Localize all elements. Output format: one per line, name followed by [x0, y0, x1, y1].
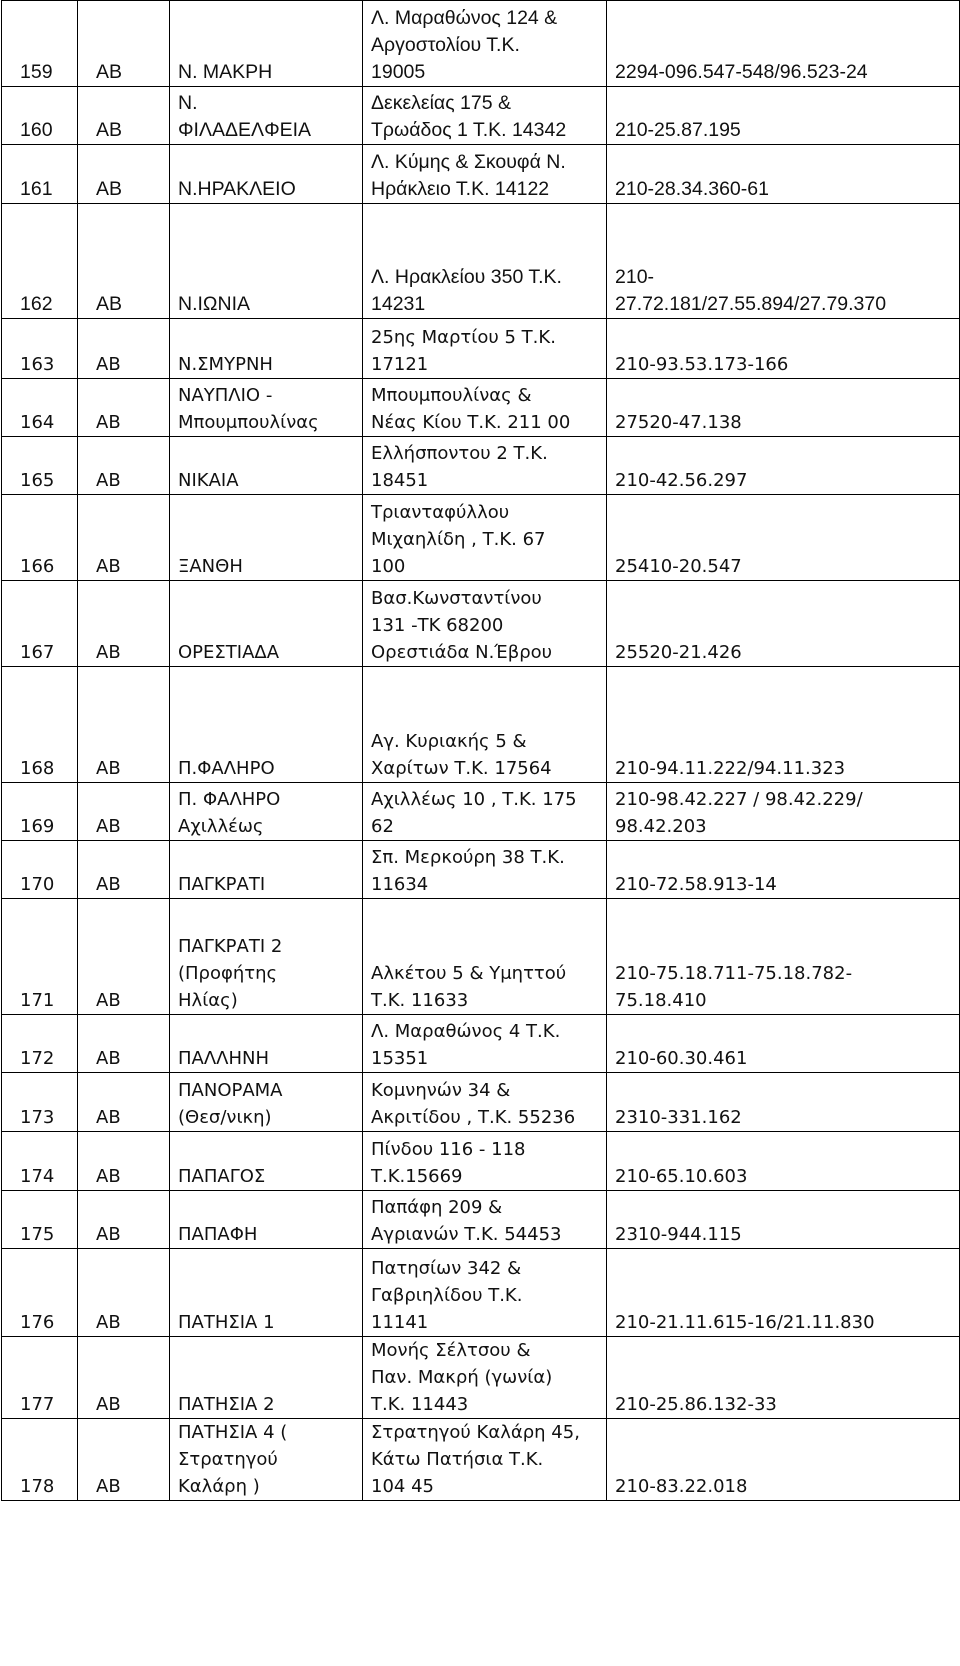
table-row — [2, 1249, 960, 1337]
row-address: Λ. Μαραθώνος 124 & Αργοστολίου Τ.Κ. 19005 — [363, 1, 607, 87]
table-row — [2, 1, 960, 87]
row-number: 170 — [2, 841, 78, 899]
store-directory-table — [1, 0, 960, 1501]
row-address: Παπάφη 209 & Αγριανών Τ.Κ. 54453 — [363, 1191, 607, 1249]
row-area: ΠΑΠΑΓΟΣ — [170, 1132, 363, 1191]
row-number: 172 — [2, 1015, 78, 1073]
row-number: 171 — [2, 899, 78, 1015]
row-address: Αλκέτου 5 & Υμηττού Τ.Κ. 11633 — [363, 899, 607, 1015]
row-area: ΞΑΝΘΗ — [170, 495, 363, 581]
table-row — [2, 1015, 960, 1073]
row-number: 178 — [2, 1419, 78, 1501]
row-phone: 25410-20.547 — [607, 495, 960, 581]
row-phone: 2310-944.115 — [607, 1191, 960, 1249]
row-address: Μπουμπουλίνας & Νέας Κίου Τ.Κ. 211 00 — [363, 379, 607, 437]
table-body — [2, 1, 960, 1501]
row-area: ΝΙΚΑΙΑ — [170, 437, 363, 495]
row-area: ΟΡΕΣΤΙΑΔΑ — [170, 581, 363, 667]
row-number: 161 — [2, 145, 78, 204]
row-code: ΑΒ — [78, 581, 170, 667]
row-area: ΠΑΝΟΡΑΜΑ (Θεσ/νικη) — [170, 1073, 363, 1132]
row-number: 163 — [2, 319, 78, 379]
row-phone: 27520-47.138 — [607, 379, 960, 437]
row-area: Ν.ΣΜΥΡΝΗ — [170, 319, 363, 379]
row-number: 162 — [2, 204, 78, 319]
row-code: ΑΒ — [78, 1132, 170, 1191]
row-code: ΑΒ — [78, 1, 170, 87]
row-code: ΑΒ — [78, 841, 170, 899]
row-number: 166 — [2, 495, 78, 581]
table-row — [2, 841, 960, 899]
row-code: ΑΒ — [78, 1419, 170, 1501]
row-area: ΝΑΥΠΛΙΟ - Μπουμπουλίνας — [170, 379, 363, 437]
row-area: Π.ΦΑΛΗΡΟ — [170, 667, 363, 783]
row-number: 174 — [2, 1132, 78, 1191]
row-phone: 210-60.30.461 — [607, 1015, 960, 1073]
row-address: Ελλήσποντου 2 Τ.Κ. 18451 — [363, 437, 607, 495]
row-code: ΑΒ — [78, 899, 170, 1015]
table-row — [2, 319, 960, 379]
row-code: ΑΒ — [78, 319, 170, 379]
table-row — [2, 87, 960, 145]
row-code: ΑΒ — [78, 783, 170, 841]
row-address: 25ης Μαρτίου 5 Τ.Κ. 17121 — [363, 319, 607, 379]
row-address: Λ. Κύμης & Σκουφά Ν. Ηράκλειο Τ.Κ. 14122 — [363, 145, 607, 204]
table-row — [2, 1191, 960, 1249]
row-address: Δεκελείας 175 & Τρωάδος 1 Τ.Κ. 14342 — [363, 87, 607, 145]
row-code: ΑΒ — [78, 145, 170, 204]
row-area: ΠΑΠΑΦΗ — [170, 1191, 363, 1249]
row-phone: 210-98.42.227 / 98.42.229/ 98.42.203 — [607, 783, 960, 841]
row-address: Βασ.Κωνσταντίνου 131 -ΤΚ 68200 Ορεστιάδα Ν.Έβρου — [363, 581, 607, 667]
row-area: ΠΑΓΚΡΑΤΙ — [170, 841, 363, 899]
row-phone: 210-25.87.195 — [607, 87, 960, 145]
row-area: Ν.ΙΩΝΙΑ — [170, 204, 363, 319]
row-number: 164 — [2, 379, 78, 437]
row-number: 165 — [2, 437, 78, 495]
row-phone: 210-94.11.222/94.11.323 — [607, 667, 960, 783]
row-area: ΠΑΓΚΡΑΤΙ 2 (Προφήτης Ηλίας) — [170, 899, 363, 1015]
table-row — [2, 783, 960, 841]
row-area: Ν.ΗΡΑΚΛΕΙΟ — [170, 145, 363, 204]
row-area: Π. ΦΑΛΗΡΟ Αχιλλέως — [170, 783, 363, 841]
row-code: ΑΒ — [78, 495, 170, 581]
row-number: 169 — [2, 783, 78, 841]
row-area: ΠΑΤΗΣΙΑ 1 — [170, 1249, 363, 1337]
row-phone: 210-25.86.132-33 — [607, 1337, 960, 1419]
table-row — [2, 1132, 960, 1191]
row-phone: 210- 27.72.181/27.55.894/27.79.370 — [607, 204, 960, 319]
row-phone: 210-93.53.173-166 — [607, 319, 960, 379]
row-code: ΑΒ — [78, 1191, 170, 1249]
row-address: Πίνδου 116 - 118 Τ.Κ.15669 — [363, 1132, 607, 1191]
row-code: ΑΒ — [78, 87, 170, 145]
row-number: 175 — [2, 1191, 78, 1249]
row-address: Μονής Σέλτσου & Παν. Μακρή (γωνία) Τ.Κ. 11443 — [363, 1337, 607, 1419]
row-phone: 210-42.56.297 — [607, 437, 960, 495]
row-code: ΑΒ — [78, 667, 170, 783]
row-number: 176 — [2, 1249, 78, 1337]
row-code: ΑΒ — [78, 204, 170, 319]
row-code: ΑΒ — [78, 1337, 170, 1419]
row-address: Κομνηνών 34 & Ακριτίδου , Τ.Κ. 55236 — [363, 1073, 607, 1132]
row-phone: 2310-331.162 — [607, 1073, 960, 1132]
row-area: ΠΑΛΛΗΝΗ — [170, 1015, 363, 1073]
table-row — [2, 379, 960, 437]
row-phone: 210-75.18.711-75.18.782- 75.18.410 — [607, 899, 960, 1015]
row-number: 177 — [2, 1337, 78, 1419]
row-phone: 2294-096.547-548/96.523-24 — [607, 1, 960, 87]
row-address: Αχιλλέως 10 , Τ.Κ. 175 62 — [363, 783, 607, 841]
row-phone: 210-72.58.913-14 — [607, 841, 960, 899]
row-phone: 210-83.22.018 — [607, 1419, 960, 1501]
row-address: Λ. Ηρακλείου 350 Τ.Κ. 14231 — [363, 204, 607, 319]
row-phone: 25520-21.426 — [607, 581, 960, 667]
row-address: Σπ. Μερκούρη 38 Τ.Κ. 11634 — [363, 841, 607, 899]
row-address: Τριανταφύλλου Μιχαηλίδη , Τ.Κ. 67 100 — [363, 495, 607, 581]
row-code: ΑΒ — [78, 437, 170, 495]
row-phone: 210-28.34.360-61 — [607, 145, 960, 204]
table-row — [2, 145, 960, 204]
row-area: Ν. ΦΙΛΑΔΕΛΦΕΙΑ — [170, 87, 363, 145]
row-code: ΑΒ — [78, 1249, 170, 1337]
row-number: 160 — [2, 87, 78, 145]
table-row — [2, 667, 960, 783]
table-row — [2, 1337, 960, 1419]
row-number: 159 — [2, 1, 78, 87]
row-address: Στρατηγού Καλάρη 45, Κάτω Πατήσια Τ.Κ. 104 45 — [363, 1419, 607, 1501]
row-code: ΑΒ — [78, 1073, 170, 1132]
row-address: Λ. Μαραθώνος 4 Τ.Κ. 15351 — [363, 1015, 607, 1073]
row-number: 173 — [2, 1073, 78, 1132]
row-code: ΑΒ — [78, 379, 170, 437]
row-address: Πατησίων 342 & Γαβριηλίδου Τ.Κ. 11141 — [363, 1249, 607, 1337]
row-number: 168 — [2, 667, 78, 783]
row-address: Αγ. Κυριακής 5 & Χαρίτων Τ.Κ. 17564 — [363, 667, 607, 783]
row-area: ΠΑΤΗΣΙΑ 2 — [170, 1337, 363, 1419]
table-row — [2, 581, 960, 667]
table-row — [2, 495, 960, 581]
table-row — [2, 899, 960, 1015]
row-number: 167 — [2, 581, 78, 667]
row-phone: 210-21.11.615-16/21.11.830 — [607, 1249, 960, 1337]
table-row — [2, 437, 960, 495]
row-area: Ν. ΜΑΚΡΗ — [170, 1, 363, 87]
row-phone: 210-65.10.603 — [607, 1132, 960, 1191]
table-row — [2, 1419, 960, 1501]
table-row — [2, 204, 960, 319]
row-code: ΑΒ — [78, 1015, 170, 1073]
row-area: ΠΑΤΗΣΙΑ 4 ( Στρατηγού Καλάρη ) — [170, 1419, 363, 1501]
table-row — [2, 1073, 960, 1132]
